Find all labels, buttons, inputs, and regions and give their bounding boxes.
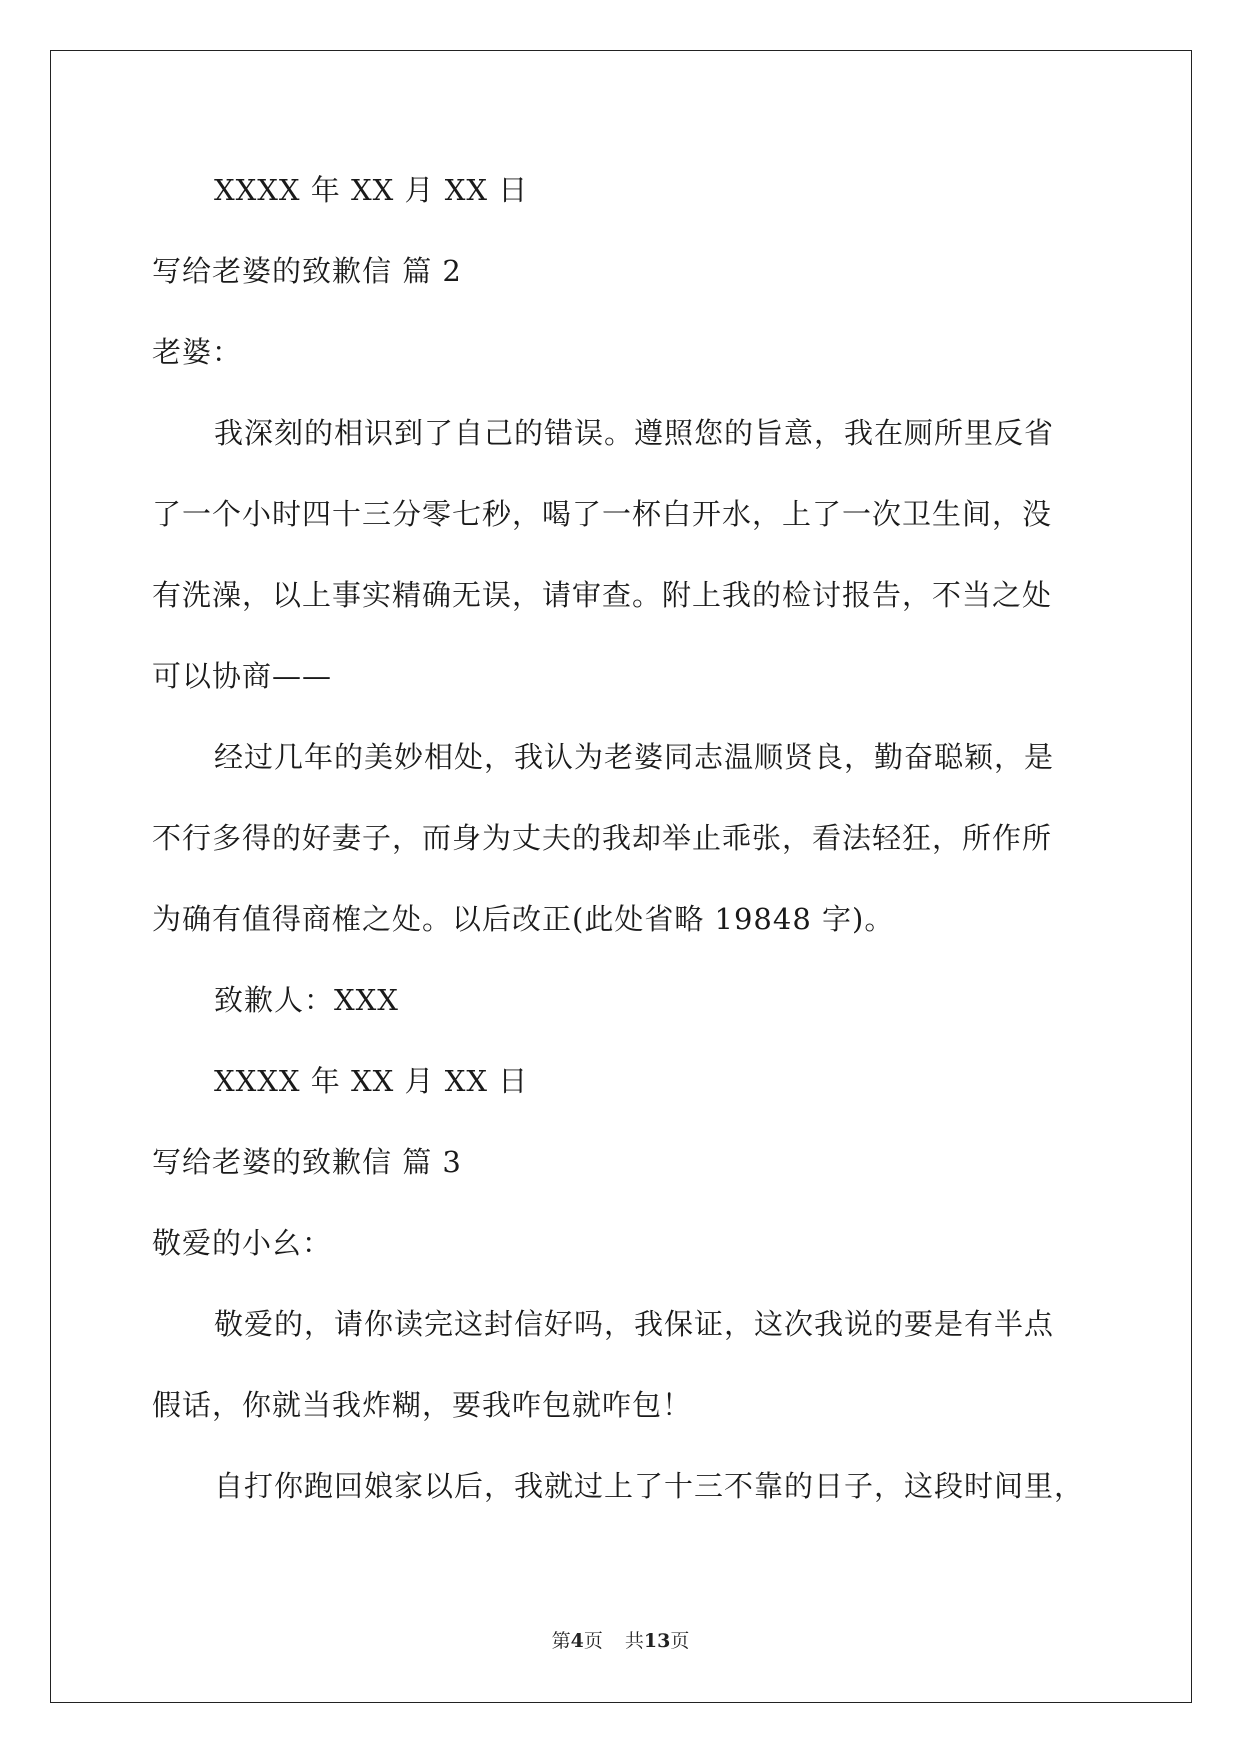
paragraph-line: 我深刻的相识到了自己的错误。遵照您的旨意，我在厕所里反省 bbox=[214, 416, 1055, 450]
page-number: 4 bbox=[570, 1630, 584, 1652]
salutation: 老婆： bbox=[152, 335, 243, 369]
date-line: XXXX 年 XX 月 XX 日 bbox=[214, 1064, 529, 1098]
total-suffix: 页 bbox=[670, 1630, 690, 1652]
page-footer bbox=[0, 1626, 1241, 1653]
section-title: 写给老婆的致歉信 篇 2 bbox=[152, 254, 462, 288]
paragraph-line: 经过几年的美妙相处，我认为老婆同志温顺贤良，勤奋聪颖，是 bbox=[214, 740, 1055, 774]
page-prefix: 第 bbox=[551, 1630, 571, 1652]
salutation: 敬爱的小幺： bbox=[152, 1226, 333, 1260]
paragraph-line: 假话，你就当我炸糊，要我咋包就咋包！ bbox=[152, 1388, 693, 1422]
paragraph-line: 敬爱的，请你读完这封信好吗，我保证，这次我说的要是有半点 bbox=[214, 1307, 1055, 1341]
signature-line: 致歉人：XXX bbox=[214, 983, 399, 1017]
document-body bbox=[152, 150, 1092, 1527]
page-total: 13 bbox=[643, 1630, 671, 1652]
paragraph-line: 有洗澡，以上事实精确无误，请审查。附上我的检讨报告，不当之处 bbox=[152, 578, 1053, 612]
paragraph-line: 可以协商—— bbox=[152, 659, 333, 693]
page-suffix: 页 bbox=[583, 1630, 603, 1652]
paragraph-line: 不行多得的好妻子，而身为丈夫的我却举止乖张，看法轻狂，所作所 bbox=[152, 821, 1053, 855]
paragraph-line: 为确有值得商榷之处。以后改正(此处省略 19848 字)。 bbox=[152, 902, 895, 936]
paragraph-line: 自打你跑回娘家以后，我就过上了十三不靠的日子，这段时间里， bbox=[214, 1469, 1085, 1503]
total-prefix: 共 bbox=[624, 1630, 644, 1652]
paragraph-line: 了一个小时四十三分零七秒，喝了一杯白开水，上了一次卫生间，没 bbox=[152, 497, 1053, 531]
section-title: 写给老婆的致歉信 篇 3 bbox=[152, 1145, 462, 1179]
date-line: XXXX 年 XX 月 XX 日 bbox=[214, 173, 529, 207]
